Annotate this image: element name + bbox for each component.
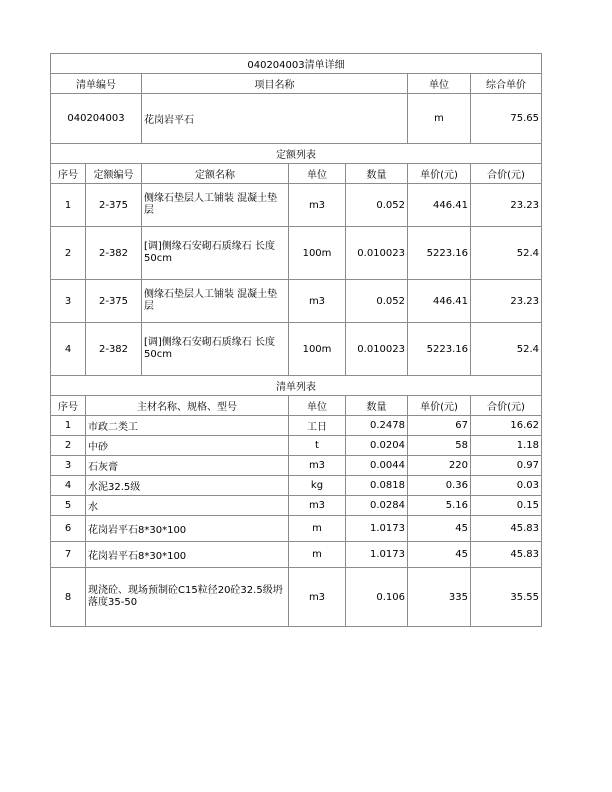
material-name: 中砂 bbox=[86, 436, 289, 456]
material-row bbox=[51, 476, 542, 496]
item-price: 75.65 bbox=[471, 94, 542, 144]
material-price: 5.16 bbox=[408, 496, 471, 516]
quota-unit: m3 bbox=[289, 184, 346, 227]
materials-col-no: 序号 bbox=[51, 396, 86, 416]
material-name: 现浇砼、现场预制砼C15粒径20砼32.5级坍落度35-50 bbox=[86, 568, 289, 627]
material-no: 4 bbox=[51, 476, 86, 496]
quota-no: 3 bbox=[51, 280, 86, 323]
quota-code: 2-382 bbox=[86, 323, 142, 376]
quota-name: 侧缘石垫层人工铺装 混凝土垫层 bbox=[142, 184, 289, 227]
material-unit: m3 bbox=[289, 568, 346, 627]
material-row bbox=[51, 542, 542, 568]
table-title: 040204003清单详细 bbox=[51, 54, 542, 74]
material-price: 45 bbox=[408, 542, 471, 568]
quota-total: 23.23 bbox=[471, 280, 542, 323]
materials-col-qty: 数量 bbox=[346, 396, 408, 416]
material-total: 45.83 bbox=[471, 516, 542, 542]
material-price: 220 bbox=[408, 456, 471, 476]
quota-col-no: 序号 bbox=[51, 164, 86, 184]
material-no: 6 bbox=[51, 516, 86, 542]
quota-col-name: 定额名称 bbox=[142, 164, 289, 184]
quota-no: 2 bbox=[51, 227, 86, 280]
quota-qty: 0.052 bbox=[346, 280, 408, 323]
material-price: 0.36 bbox=[408, 476, 471, 496]
quota-code: 2-375 bbox=[86, 280, 142, 323]
material-no: 5 bbox=[51, 496, 86, 516]
item-name: 花岗岩平石 bbox=[142, 94, 408, 144]
quota-no: 1 bbox=[51, 184, 86, 227]
detail-table bbox=[50, 53, 542, 627]
materials-col-unit: 单位 bbox=[289, 396, 346, 416]
item-code: 040204003 bbox=[51, 94, 142, 144]
material-unit: m bbox=[289, 516, 346, 542]
material-unit: m3 bbox=[289, 456, 346, 476]
material-unit: kg bbox=[289, 476, 346, 496]
quota-unit: 100m bbox=[289, 323, 346, 376]
quota-col-unit: 单位 bbox=[289, 164, 346, 184]
material-no: 1 bbox=[51, 416, 86, 436]
materials-col-total: 合价(元) bbox=[471, 396, 542, 416]
quota-row bbox=[51, 323, 542, 376]
quota-unit: m3 bbox=[289, 280, 346, 323]
material-row bbox=[51, 436, 542, 456]
quota-total: 52.4 bbox=[471, 227, 542, 280]
quota-section-title: 定额列表 bbox=[51, 144, 542, 164]
material-name: 市政二类工 bbox=[86, 416, 289, 436]
quota-price: 5223.16 bbox=[408, 323, 471, 376]
material-unit: m3 bbox=[289, 496, 346, 516]
material-total: 35.55 bbox=[471, 568, 542, 627]
material-name: 水 bbox=[86, 496, 289, 516]
quota-name: [调]侧缘石安砌石质缘石 长度50cm bbox=[142, 227, 289, 280]
material-qty: 0.2478 bbox=[346, 416, 408, 436]
material-price: 58 bbox=[408, 436, 471, 456]
material-name: 石灰膏 bbox=[86, 456, 289, 476]
material-no: 3 bbox=[51, 456, 86, 476]
quota-row bbox=[51, 184, 542, 227]
material-unit: t bbox=[289, 436, 346, 456]
material-price: 45 bbox=[408, 516, 471, 542]
quota-name: 侧缘石垫层人工铺装 混凝土垫层 bbox=[142, 280, 289, 323]
material-qty: 0.0204 bbox=[346, 436, 408, 456]
materials-col-price: 单价(元) bbox=[408, 396, 471, 416]
header-price: 综合单价 bbox=[471, 74, 542, 94]
material-name: 花岗岩平石8*30*100 bbox=[86, 542, 289, 568]
quota-col-code: 定额编号 bbox=[86, 164, 142, 184]
material-unit: m bbox=[289, 542, 346, 568]
material-name: 水泥32.5级 bbox=[86, 476, 289, 496]
materials-col-name: 主材名称、规格、型号 bbox=[86, 396, 289, 416]
quota-row bbox=[51, 227, 542, 280]
quota-unit: 100m bbox=[289, 227, 346, 280]
quota-name: [调]侧缘石安砌石质缘石 长度50cm bbox=[142, 323, 289, 376]
quota-row bbox=[51, 280, 542, 323]
quota-total: 52.4 bbox=[471, 323, 542, 376]
quota-price: 446.41 bbox=[408, 184, 471, 227]
material-qty: 0.106 bbox=[346, 568, 408, 627]
materials-section-title: 清单列表 bbox=[51, 376, 542, 396]
material-qty: 0.0818 bbox=[346, 476, 408, 496]
quota-total: 23.23 bbox=[471, 184, 542, 227]
quota-code: 2-382 bbox=[86, 227, 142, 280]
material-total: 0.97 bbox=[471, 456, 542, 476]
quota-no: 4 bbox=[51, 323, 86, 376]
material-row bbox=[51, 496, 542, 516]
quota-col-qty: 数量 bbox=[346, 164, 408, 184]
quota-code: 2-375 bbox=[86, 184, 142, 227]
material-row bbox=[51, 568, 542, 627]
item-unit: m bbox=[408, 94, 471, 144]
header-code: 清单编号 bbox=[51, 74, 142, 94]
material-total: 45.83 bbox=[471, 542, 542, 568]
material-total: 0.15 bbox=[471, 496, 542, 516]
material-unit: 工日 bbox=[289, 416, 346, 436]
quota-qty: 0.010023 bbox=[346, 323, 408, 376]
material-total: 1.18 bbox=[471, 436, 542, 456]
material-name: 花岗岩平石8*30*100 bbox=[86, 516, 289, 542]
material-total: 16.62 bbox=[471, 416, 542, 436]
quota-col-price: 单价(元) bbox=[408, 164, 471, 184]
material-no: 7 bbox=[51, 542, 86, 568]
material-qty: 0.0044 bbox=[346, 456, 408, 476]
material-total: 0.03 bbox=[471, 476, 542, 496]
material-no: 2 bbox=[51, 436, 86, 456]
header-unit: 单位 bbox=[408, 74, 471, 94]
quota-col-total: 合价(元) bbox=[471, 164, 542, 184]
quota-price: 5223.16 bbox=[408, 227, 471, 280]
quota-qty: 0.010023 bbox=[346, 227, 408, 280]
material-price: 67 bbox=[408, 416, 471, 436]
material-price: 335 bbox=[408, 568, 471, 627]
material-qty: 1.0173 bbox=[346, 516, 408, 542]
header-name: 项目名称 bbox=[142, 74, 408, 94]
material-qty: 1.0173 bbox=[346, 542, 408, 568]
material-row bbox=[51, 516, 542, 542]
quota-price: 446.41 bbox=[408, 280, 471, 323]
material-row bbox=[51, 456, 542, 476]
quota-qty: 0.052 bbox=[346, 184, 408, 227]
material-row bbox=[51, 416, 542, 436]
material-qty: 0.0284 bbox=[346, 496, 408, 516]
material-no: 8 bbox=[51, 568, 86, 627]
